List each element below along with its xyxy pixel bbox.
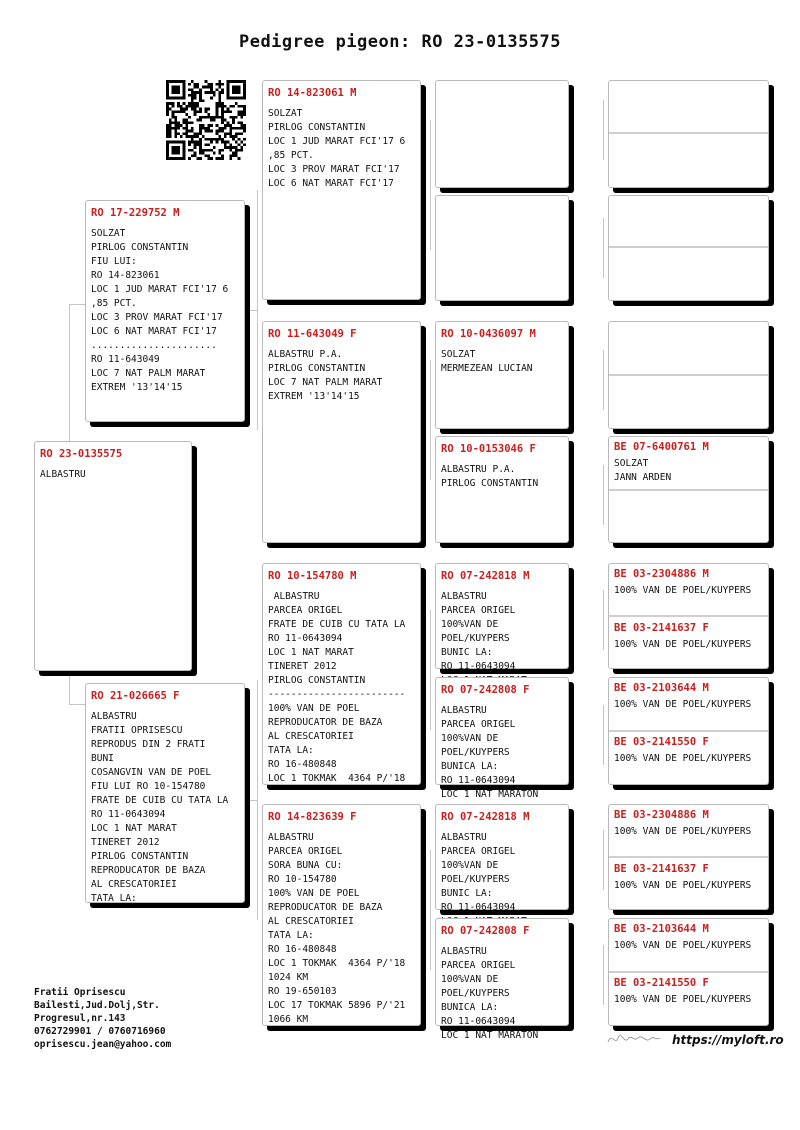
subject-card bbox=[34, 441, 192, 671]
pigeon-notes: ALBASTRU PARCEA ORIGEL 100%VAN DE POEL/KUYPERS BUNIC LA: RO 11-0643094 bbox=[441, 591, 516, 672]
gen2-card bbox=[262, 804, 421, 1026]
gen3-card bbox=[435, 80, 569, 188]
gen3-card bbox=[435, 195, 569, 301]
ring-number: RO 07-242808 F bbox=[441, 684, 530, 696]
ring-number: RO 10-0153046 F bbox=[441, 443, 536, 455]
ring-number: RO 07-242808 F bbox=[441, 925, 530, 937]
connector bbox=[430, 360, 431, 480]
connector bbox=[430, 610, 431, 730]
gen3-card bbox=[435, 804, 569, 913]
dam-card bbox=[85, 683, 245, 903]
connector bbox=[257, 680, 258, 920]
ring-number: RO 07-242818 M bbox=[441, 570, 530, 582]
connector bbox=[69, 704, 85, 705]
pigeon-notes: SOLZAT PIRLOG CONSTANTIN LOC 1 JUD MARAT FCI'17 6 ,85 PCT. LOC 3 PROV MARAT FCI'17 LOC 6 NAT MARAT FCI'17 bbox=[268, 108, 406, 189]
gen3-card bbox=[435, 677, 569, 800]
connector bbox=[250, 310, 257, 311]
ring-number: RO 17-229752 M bbox=[91, 207, 180, 219]
connector bbox=[603, 218, 604, 278]
pigeon-notes: SOLZAT JANN ARDEN bbox=[614, 458, 672, 483]
ring-number: RO 21-026665 F bbox=[91, 690, 180, 702]
pigeon-notes: 100% VAN DE POEL/KUYPERS bbox=[614, 994, 752, 1005]
gen4-divider bbox=[609, 971, 768, 973]
breeder-address: Fratii Oprisescu Bailesti,Jud.Dolj,Str. Progresul,nr.143 0762729901 / 0760716960 oprisescu.jean@yahoo.com bbox=[34, 987, 172, 1050]
ring-number: BE 03-2103644 M bbox=[614, 923, 709, 935]
ring-number: RO 14-823639 F bbox=[268, 811, 357, 823]
ring-number: RO 07-242818 M bbox=[441, 811, 530, 823]
pigeon-notes: ALBASTRU PARCEA ORIGEL 100%VAN DE POEL/KUYPERS BUNICA LA: RO 11-0643094 LOC 1 NAT MARATON bbox=[441, 705, 539, 800]
pigeon-notes: 100% VAN DE POEL/KUYPERS bbox=[614, 639, 752, 650]
pigeon-notes: 100% VAN DE POEL/KUYPERS bbox=[614, 585, 752, 596]
pigeon-notes: 100% VAN DE POEL/KUYPERS bbox=[614, 699, 752, 710]
connector bbox=[603, 465, 604, 525]
pigeon-notes: ALBASTRU PARCEA ORIGEL FRATE DE CUIB CU TATA LA RO 11-0643094 LOC 1 NAT MARAT TINERET 2012 PIRLOG CONSTANTIN ------------------------ 100% VAN DE POEL REPRODUCATOR DE BAZA AL CRESCATORIEI TATA LA: RO 16-480848 LOC 1 TOKMAK 4364 P/'18 bbox=[268, 591, 406, 784]
ring-number: RO 11-643049 F bbox=[268, 328, 357, 340]
ring-number: RO 10-154780 M bbox=[268, 570, 357, 582]
gen4-divider bbox=[609, 489, 768, 491]
pigeon-notes: 100% VAN DE POEL/KUYPERS bbox=[614, 880, 752, 891]
page-title: Pedigree pigeon: RO 23-0135575 bbox=[238, 32, 562, 52]
ring-number: RO 23-0135575 bbox=[40, 448, 123, 460]
connector bbox=[69, 304, 85, 305]
pigeon-notes: ALBASTRU PARCEA ORIGEL 100%VAN DE POEL/KUYPERS BUNIC LA: RO 11-0643094 bbox=[441, 832, 516, 913]
ring-number: RO 10-0436097 M bbox=[441, 328, 536, 340]
connector bbox=[430, 120, 431, 250]
ring-number: BE 03-2141637 F bbox=[614, 863, 709, 875]
connector bbox=[603, 590, 604, 650]
website-link[interactable]: https://myloft.ro bbox=[672, 1033, 784, 1047]
gen4-divider bbox=[609, 374, 768, 376]
pigeon-notes: SOLZAT MERMEZEAN LUCIAN bbox=[441, 349, 533, 374]
pigeon-notes: ALBASTRU FRATII OPRISESCU REPRODUS DIN 2 FRATI BUNI COSANGVIN VAN DE POEL FIU LUI RO 10-154780 FRATE DE CUIB CU TATA LA RO 11-0643094 LOC 1 NAT MARAT TINERET 2012 PIRLOG CONSTANTIN REPRODUCATOR DE BAZA AL CRESCATORIEI TATA LA: bbox=[91, 711, 229, 904]
connector bbox=[430, 850, 431, 970]
gen4-divider bbox=[609, 132, 768, 134]
connector bbox=[603, 100, 604, 160]
gen4-divider bbox=[609, 246, 768, 248]
ring-number: BE 03-2304886 M bbox=[614, 568, 709, 580]
pigeon-notes: ALBASTRU PARCEA ORIGEL SORA BUNA CU: RO 10-154780 100% VAN DE POEL REPRODUCATOR DE BAZA AL CRESCATORIEI TATA LA: RO 16-480848 LOC 1 TOKMAK 4364 P/'18 1024 KM RO 19-650103 LOC 17 TOKMAK 5896 P/'21 1066 KM bbox=[268, 832, 406, 1025]
connector bbox=[603, 705, 604, 765]
gen3-card bbox=[435, 321, 569, 429]
gen2-card bbox=[262, 321, 421, 543]
pigeon-notes: 100% VAN DE POEL/KUYPERS bbox=[614, 940, 752, 951]
gen4-card bbox=[608, 80, 769, 188]
ring-number: BE 03-2103644 M bbox=[614, 682, 709, 694]
ring-number: BE 03-2141550 F bbox=[614, 977, 709, 989]
gen2-card bbox=[262, 80, 421, 300]
ring-number: BE 03-2141637 F bbox=[614, 622, 709, 634]
gen4-divider bbox=[609, 730, 768, 732]
pigeon-notes: ALBASTRU PARCEA ORIGEL 100%VAN DE POEL/KUYPERS BUNICA LA: RO 11-0643094 LOC 1 NAT MARATON bbox=[441, 946, 539, 1041]
pigeon-notes: ALBASTRU P.A. PIRLOG CONSTANTIN LOC 7 NAT PALM MARAT EXTREM '13'14'15 bbox=[268, 349, 383, 402]
pigeon-notes: 100% VAN DE POEL/KUYPERS bbox=[614, 826, 752, 837]
signature-logo bbox=[606, 1030, 662, 1048]
gen2-card bbox=[262, 563, 421, 785]
sire-card bbox=[85, 200, 245, 422]
gen3-card bbox=[435, 436, 569, 543]
gen4-card bbox=[608, 195, 769, 301]
connector bbox=[603, 350, 604, 410]
connector bbox=[257, 190, 258, 430]
gen4-divider bbox=[609, 856, 768, 858]
qr-code-icon bbox=[166, 80, 246, 160]
connector bbox=[603, 945, 604, 1005]
gen4-divider bbox=[609, 615, 768, 617]
pigeon-notes: SOLZAT PIRLOG CONSTANTIN FIU LUI: RO 14-823061 LOC 1 JUD MARAT FCI'17 6 ,85 PCT. LOC 3 PROV MARAT FCI'17 LOC 6 NAT MARAT FCI'17 ...................... RO 11-643049 LOC 7 NAT PALM MARAT EXTREM '13'14'15 bbox=[91, 228, 229, 393]
ring-number: BE 07-6400761 M bbox=[614, 441, 709, 453]
connector bbox=[250, 800, 257, 801]
ring-number: RO 14-823061 M bbox=[268, 87, 357, 99]
pigeon-notes: ALBASTRU bbox=[40, 469, 86, 480]
ring-number: BE 03-2304886 M bbox=[614, 809, 709, 821]
connector bbox=[603, 830, 604, 890]
pigeon-notes: 100% VAN DE POEL/KUYPERS bbox=[614, 753, 752, 764]
gen3-card bbox=[435, 563, 569, 672]
gen3-card bbox=[435, 918, 569, 1041]
ring-number: BE 03-2141550 F bbox=[614, 736, 709, 748]
pigeon-notes: ALBASTRU P.A. PIRLOG CONSTANTIN bbox=[441, 464, 539, 489]
